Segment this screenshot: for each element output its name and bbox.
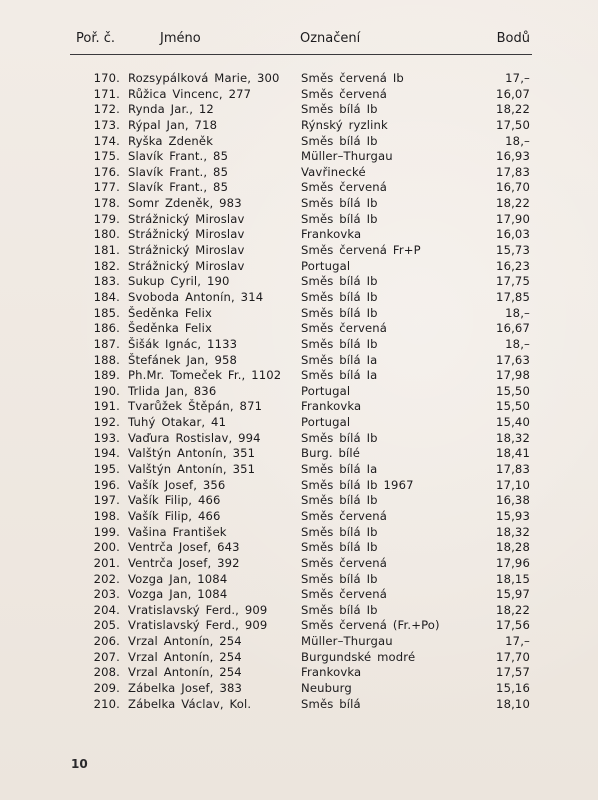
row-points: 18,41 bbox=[496, 446, 530, 461]
row-points: 18,28 bbox=[496, 540, 530, 555]
row-number: 186. bbox=[93, 321, 120, 336]
row-number: 182. bbox=[93, 258, 120, 273]
row-name: Somr Zdeněk, 983 bbox=[128, 196, 242, 211]
row-number: 191. bbox=[93, 399, 120, 414]
row-designation: Směs bílá Ib bbox=[301, 540, 378, 555]
row-points: 17,85 bbox=[496, 289, 530, 304]
row-designation: Směs bílá Ib bbox=[301, 102, 378, 117]
row-designation: Müller–Thurgau bbox=[301, 149, 393, 164]
page-number: 10 bbox=[71, 757, 88, 771]
row-name: Strážnický Miroslav bbox=[128, 227, 245, 242]
row-number: 205. bbox=[93, 618, 120, 633]
row-points: 15,40 bbox=[496, 415, 530, 430]
table-row bbox=[0, 102, 598, 118]
row-designation: Portugal bbox=[301, 383, 351, 398]
row-number: 183. bbox=[93, 274, 120, 289]
row-designation: Směs bílá Ib bbox=[301, 133, 378, 148]
row-name: Strážnický Miroslav bbox=[128, 211, 245, 226]
row-number: 192. bbox=[93, 415, 120, 430]
row-points: 16,07 bbox=[496, 86, 530, 101]
table-row bbox=[0, 399, 598, 415]
row-number: 201. bbox=[93, 555, 120, 570]
row-designation: Směs červená bbox=[301, 587, 388, 602]
row-number: 200. bbox=[93, 540, 120, 555]
row-name: Slavík Frant., 85 bbox=[128, 180, 229, 195]
table-row bbox=[0, 274, 598, 290]
row-number: 180. bbox=[93, 227, 120, 242]
table-row bbox=[0, 493, 598, 509]
row-number: 197. bbox=[93, 493, 120, 508]
row-designation: Směs červená bbox=[301, 508, 388, 523]
row-name: Šeděnka Felix bbox=[128, 305, 213, 320]
row-designation: Směs bílá Ib bbox=[301, 289, 378, 304]
row-number: 207. bbox=[93, 649, 120, 664]
row-name: Vozga Jan, 1084 bbox=[128, 587, 228, 602]
row-designation: Směs bílá Ib bbox=[301, 430, 378, 445]
table-row bbox=[0, 290, 598, 306]
row-points: 15,93 bbox=[496, 508, 530, 523]
row-points: 17,63 bbox=[496, 352, 530, 367]
row-number: 177. bbox=[93, 180, 120, 195]
table-row bbox=[0, 618, 598, 634]
row-designation: Směs bílá Ib 1967 bbox=[301, 477, 414, 492]
row-name: Vašina František bbox=[128, 524, 227, 539]
row-name: Slavík Frant., 85 bbox=[128, 164, 229, 179]
row-name: Slavík Frant., 85 bbox=[128, 149, 229, 164]
table-row bbox=[0, 478, 598, 494]
results-table bbox=[0, 71, 598, 712]
row-number: 172. bbox=[93, 102, 120, 117]
row-points: 17,10 bbox=[496, 477, 530, 492]
row-points: 17,83 bbox=[496, 164, 530, 179]
row-name: Ryška Zdeněk bbox=[128, 133, 214, 148]
row-name: Vratislavský Ferd., 909 bbox=[128, 602, 268, 617]
header-points: Bodů bbox=[496, 31, 530, 46]
row-designation: Směs červená bbox=[301, 555, 388, 570]
table-row bbox=[0, 384, 598, 400]
row-designation: Směs červená bbox=[301, 180, 388, 195]
table-row bbox=[0, 556, 598, 572]
row-points: 18,– bbox=[505, 305, 530, 320]
row-designation: Směs bílá Ib bbox=[301, 274, 378, 289]
row-points: 16,23 bbox=[496, 258, 530, 273]
table-row bbox=[0, 212, 598, 228]
row-points: 17,56 bbox=[496, 618, 530, 633]
table-row bbox=[0, 243, 598, 259]
row-points: 17,50 bbox=[496, 117, 530, 132]
row-designation: Směs bílá Ib bbox=[301, 493, 378, 508]
row-number: 174. bbox=[93, 133, 120, 148]
row-designation: Směs bílá Ib bbox=[301, 196, 378, 211]
row-designation: Směs červená Ib bbox=[301, 71, 404, 85]
row-name: Valštýn Antonín, 351 bbox=[128, 446, 256, 461]
row-points: 16,03 bbox=[496, 227, 530, 242]
row-designation: Směs bílá Ia bbox=[301, 462, 378, 477]
table-row bbox=[0, 587, 598, 603]
row-number: 179. bbox=[93, 211, 120, 226]
header-divider bbox=[70, 54, 532, 55]
row-number: 199. bbox=[93, 524, 120, 539]
row-designation: Směs červená Fr+P bbox=[301, 243, 421, 258]
row-designation: Müller–Thurgau bbox=[301, 634, 393, 649]
row-designation: Směs červená bbox=[301, 321, 388, 336]
row-name: Vašík Josef, 356 bbox=[128, 477, 226, 492]
row-points: 15,97 bbox=[496, 587, 530, 602]
table-row bbox=[0, 368, 598, 384]
row-designation: Směs bílá Ib bbox=[301, 524, 378, 539]
row-points: 15,50 bbox=[496, 383, 530, 398]
row-number: 195. bbox=[93, 462, 120, 477]
table-row bbox=[0, 118, 598, 134]
table-row bbox=[0, 431, 598, 447]
row-points: 18,22 bbox=[496, 196, 530, 211]
row-designation: Neuburg bbox=[301, 680, 352, 695]
row-name: Rozsypálková Marie, 300 bbox=[128, 71, 280, 85]
table-row bbox=[0, 87, 598, 103]
row-designation: Směs červená bbox=[301, 86, 388, 101]
row-number: 188. bbox=[93, 352, 120, 367]
row-number: 178. bbox=[93, 196, 120, 211]
row-points: 17,83 bbox=[496, 462, 530, 477]
table-row bbox=[0, 337, 598, 353]
row-number: 173. bbox=[93, 117, 120, 132]
row-designation: Burgundské modré bbox=[301, 649, 416, 664]
row-name: Vratislavský Ferd., 909 bbox=[128, 618, 268, 633]
table-row bbox=[0, 165, 598, 181]
table-row bbox=[0, 196, 598, 212]
row-number: 203. bbox=[93, 587, 120, 602]
row-name: Vaďura Rostislav, 994 bbox=[128, 430, 261, 445]
row-name: Tuhý Otakar, 41 bbox=[128, 415, 227, 430]
row-points: 17,98 bbox=[496, 368, 530, 383]
row-name: Svoboda Antonín, 314 bbox=[128, 289, 264, 304]
row-number: 181. bbox=[93, 243, 120, 258]
row-name: Šeděnka Felix bbox=[128, 321, 213, 336]
row-number: 190. bbox=[93, 383, 120, 398]
header-designation: Označení bbox=[300, 31, 361, 46]
row-number: 210. bbox=[93, 696, 120, 711]
table-row bbox=[0, 572, 598, 588]
row-designation: Směs bílá Ib bbox=[301, 336, 378, 351]
row-name: Strážnický Miroslav bbox=[128, 258, 245, 273]
row-points: 17,90 bbox=[496, 211, 530, 226]
row-number: 208. bbox=[93, 665, 120, 680]
row-points: 16,93 bbox=[496, 149, 530, 164]
row-designation: Směs bílá Ia bbox=[301, 352, 378, 367]
row-name: Vrzal Antonín, 254 bbox=[128, 634, 242, 649]
row-number: 171. bbox=[93, 86, 120, 101]
row-points: 17,57 bbox=[496, 665, 530, 680]
row-points: 18,– bbox=[505, 336, 530, 351]
row-points: 15,50 bbox=[496, 399, 530, 414]
row-name: Vrzal Antonín, 254 bbox=[128, 665, 242, 680]
row-number: 184. bbox=[93, 289, 120, 304]
row-designation: Burg. bílé bbox=[301, 446, 361, 461]
table-row bbox=[0, 353, 598, 369]
table-row bbox=[0, 259, 598, 275]
table-row bbox=[0, 180, 598, 196]
row-designation: Vavřinecké bbox=[301, 164, 366, 179]
row-name: Šišák Ignác, 1133 bbox=[128, 336, 238, 351]
row-name: Valštýn Antonín, 351 bbox=[128, 462, 256, 477]
table-row bbox=[0, 446, 598, 462]
row-designation: Portugal bbox=[301, 415, 351, 430]
row-points: 15,16 bbox=[496, 680, 530, 695]
row-designation: Směs bílá Ib bbox=[301, 211, 378, 226]
row-points: 16,67 bbox=[496, 321, 530, 336]
row-name: Vrzal Antonín, 254 bbox=[128, 649, 242, 664]
row-designation: Rýnský ryzlink bbox=[301, 117, 388, 132]
row-designation: Směs bílá Ib bbox=[301, 571, 378, 586]
row-name: Štefánek Jan, 958 bbox=[128, 352, 238, 367]
row-number: 193. bbox=[93, 430, 120, 445]
row-points: 16,38 bbox=[496, 493, 530, 508]
table-row bbox=[0, 681, 598, 697]
row-number: 194. bbox=[93, 446, 120, 461]
row-designation: Frankovka bbox=[301, 665, 362, 680]
row-points: 18,22 bbox=[496, 602, 530, 617]
row-points: 18,32 bbox=[496, 524, 530, 539]
table-row bbox=[0, 697, 598, 713]
row-points: 18,32 bbox=[496, 430, 530, 445]
row-points: 16,70 bbox=[496, 180, 530, 195]
table-row bbox=[0, 71, 598, 87]
row-designation: Směs červená (Fr.+Po) bbox=[301, 618, 440, 633]
table-row bbox=[0, 227, 598, 243]
row-designation: Směs bílá bbox=[301, 696, 361, 711]
row-name: Vašík Filip, 466 bbox=[128, 508, 221, 523]
row-number: 204. bbox=[93, 602, 120, 617]
row-number: 206. bbox=[93, 634, 120, 649]
row-designation: Portugal bbox=[301, 258, 351, 273]
header-number: Poř. č. bbox=[76, 31, 116, 46]
row-name: Tvarůžek Štěpán, 871 bbox=[128, 399, 263, 414]
row-points: 18,22 bbox=[496, 102, 530, 117]
row-name: Trlida Jan, 836 bbox=[128, 383, 217, 398]
row-number: 175. bbox=[93, 149, 120, 164]
row-designation: Frankovka bbox=[301, 227, 362, 242]
row-points: 17,96 bbox=[496, 555, 530, 570]
row-number: 198. bbox=[93, 508, 120, 523]
row-points: 17,75 bbox=[496, 274, 530, 289]
row-number: 187. bbox=[93, 336, 120, 351]
row-points: 18,15 bbox=[496, 571, 530, 586]
row-name: Zábelka Josef, 383 bbox=[128, 680, 243, 695]
row-name: Ventrča Josef, 392 bbox=[128, 555, 240, 570]
row-points: 17,– bbox=[505, 71, 530, 85]
row-name: Rýpal Jan, 718 bbox=[128, 117, 218, 132]
table-row bbox=[0, 634, 598, 650]
table-row bbox=[0, 149, 598, 165]
table-row bbox=[0, 306, 598, 322]
table-row bbox=[0, 462, 598, 478]
row-name: Ventrča Josef, 643 bbox=[128, 540, 240, 555]
row-number: 185. bbox=[93, 305, 120, 320]
table-row bbox=[0, 415, 598, 431]
row-name: Rynda Jar., 12 bbox=[128, 102, 214, 117]
table-row bbox=[0, 134, 598, 150]
row-points: 17,70 bbox=[496, 649, 530, 664]
table-row bbox=[0, 540, 598, 556]
row-name: Růžica Vincenc, 277 bbox=[128, 86, 252, 101]
table-row bbox=[0, 509, 598, 525]
row-name: Strážnický Miroslav bbox=[128, 243, 245, 258]
row-designation: Směs bílá Ib bbox=[301, 602, 378, 617]
table-row bbox=[0, 650, 598, 666]
row-designation: Směs bílá Ia bbox=[301, 368, 378, 383]
table-row bbox=[0, 665, 598, 681]
row-points: 18,10 bbox=[496, 696, 530, 711]
row-designation: Frankovka bbox=[301, 399, 362, 414]
row-points: 15,73 bbox=[496, 243, 530, 258]
row-designation: Směs bílá Ib bbox=[301, 305, 378, 320]
table-row bbox=[0, 603, 598, 619]
table-row bbox=[0, 321, 598, 337]
row-number: 189. bbox=[93, 368, 120, 383]
row-name: Ph.Mr. Tomeček Fr., 1102 bbox=[128, 368, 282, 383]
row-number: 196. bbox=[93, 477, 120, 492]
row-number: 209. bbox=[93, 680, 120, 695]
row-number: 176. bbox=[93, 164, 120, 179]
row-name: Vašík Filip, 466 bbox=[128, 493, 221, 508]
row-points: 18,– bbox=[505, 133, 530, 148]
header-name: Jméno bbox=[160, 31, 201, 46]
row-name: Sukup Cyril, 190 bbox=[128, 274, 230, 289]
row-number: 170. bbox=[93, 71, 120, 85]
table-header bbox=[0, 31, 598, 49]
row-name: Zábelka Václav, Kol. bbox=[128, 696, 252, 711]
row-number: 202. bbox=[93, 571, 120, 586]
row-points: 17,– bbox=[505, 634, 530, 649]
table-row bbox=[0, 525, 598, 541]
row-name: Vozga Jan, 1084 bbox=[128, 571, 228, 586]
